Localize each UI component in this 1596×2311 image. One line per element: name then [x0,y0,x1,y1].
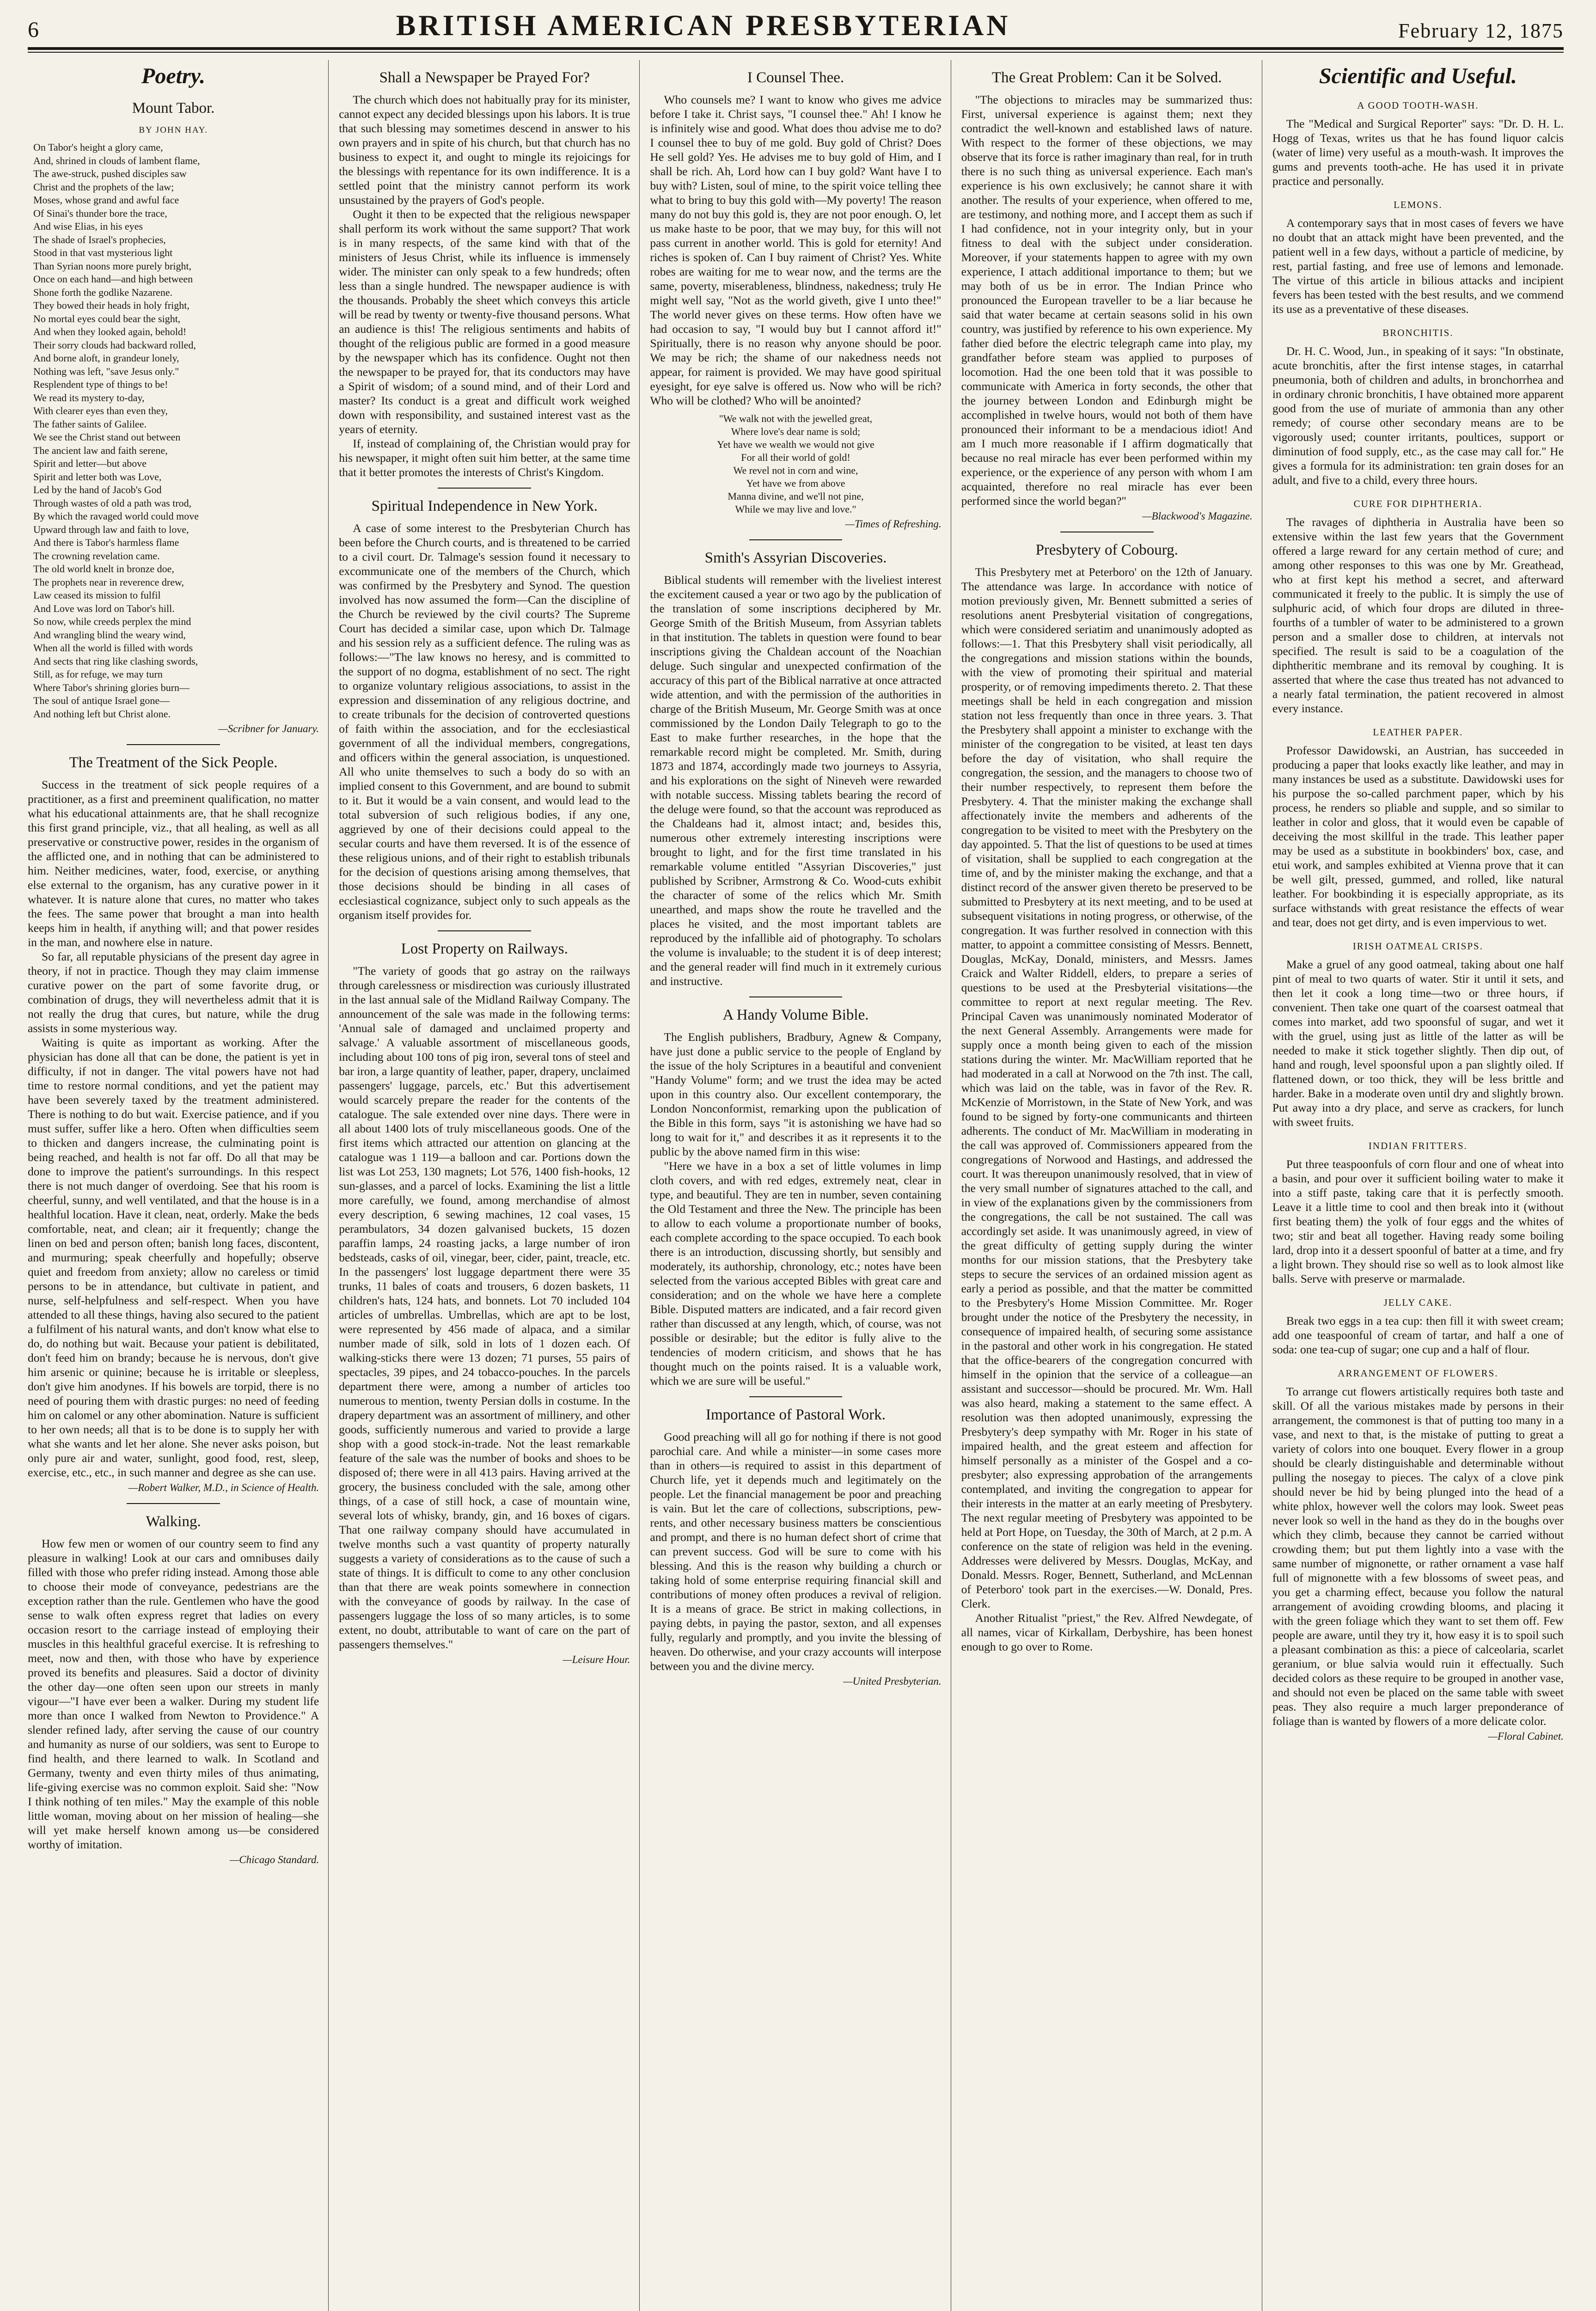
paragraph: To arrange cut flowers artistically requires both taste and skill. Of all the various mistakes made by persons in their arrangement, the commonest is that of putting too many in a vase, and next to that, is the mistake of putting to great a variety of colors into one bouquet. Every flower in a group should be clearly distinguishable and determinable without pulling the nosegay to pieces. The calyx of a clove pink should never be hid by being plunged into the head of a white phlox, however well the colors may look. Sweet peas never look so well in the hand as they do in the boughs over which they climb, because they cannot be carried without crowding them; but put them lightly into a vase with the same number of mignonette, or rather ornament a vase half full of mignonette with a few blossoms of sweet peas, and you get a charming effect, because you follow the natural arrangement of avoiding crowding blooms, and placing it with the green foliage which they want to set them off. Few people are aware, until they try it, how easy it is to spoil such a pleasant combination as this: a piece of calceolaria, scarlet geranium, or blue salvia would ruin it effectually. Such decided colors as these require to be grouped in another vase, and should not even be placed on the same table with sweet peas. They also require a much larger preponderance of foliage than is wanted by flowers of a more delicate color. [1272,1385,1564,1728]
divider [127,744,220,745]
article-credit: —Times of Refreshing. [845,518,942,530]
article-title: Walking. [146,1513,201,1530]
poem-line: When all the world is filled with words [33,642,193,654]
paragraph: Waiting is quite as important as working. After the physician has done all that can be done, the patient is yet in difficulty, if not in danger. The vital powers have not had time to restore normal conditions, and yet the patient may have been severely taxed by the treatment administered. There is nothing to do but wait. Exercise patience, and if you must suffer, suffer like a hero. Often when difficulties seem to thicken and dangers increase, the culminating point is being reached, and health is not far off. Do all that may be done to improve the patient's surroundings. In this respect there is not much danger of overdoing. See that his room is cheerful, sunny, and well ventilated, and that the house is in a healthful location. Have it clean, neat, orderly. Make the beds comfortable, neat, and clean; air it frequently; change the linen on bed and person often; banish long faces, discontent, and murmuring; speak cheerfully and hopefully; observe quiet and freedom from anxiety; allow no careless or timid persons to be in attendance, but cultivate in patient, and nurse, self-helpfulness and self-respect. When you have attended to all these things, having also secured to the patient a fulfilment of his natural wants, and don't know what else to do, do nothing but wait. Because your patient is debilitated, don't feed him on brandy; because he is nervous, don't give him arsenic or quinine; because he is irritable or sleepless, don't give him anodynes. If his bowels are torpid, there is no need of pouring them with drastic purges: no need of feeding him on calomel or any other abomination. Nature is sufficient to her own needs; all that is to be done is to supply her with what she wants and let her alone. She never asks poison, but only pure air and water, sunlight, good food, rest, sleep, exercise, etc., etc., in such manner and degree as she can use. [28,1036,319,1479]
poem-line: Christ and the prophets of the law; [33,181,174,193]
paragraph: "Here we have in a box a set of little volumes in limp cloth covers, and with red edges, extremely neat, clear in type, and beautiful. They are ten in number, seven containing the Old Testament and three the New. The principle has been to allow to each volume a proportionate number of books, each complete according to the space occupied. To each book there is an introduction, discussing shortly, but sensibly and moderately, its authorship, chronology, etc.; notes have been selected from the various accepted Bibles with great care and consideration; and on the whole we have here a complete Bible. Disputed matters are indicated, and a fair record given rather than discussed at any length, which, of course, was not possible or desirable; but the editor is fully alive to the tendencies of modern criticism, and shows that he has thought much on the points raised. It is a valuable work, which we are sure will be useful." [650,1159,942,1388]
poem-line: By which the ravaged world could move [33,510,199,522]
poem-line: The ancient law and faith serene, [33,444,168,456]
article-body [650,1430,941,1673]
paragraph: Make a gruel of any good oatmeal, taking about one half pint of meal to two quarts of water. Stir it until it sets, and then let it cook a long time—two or three hours, if convenient. Then take one quart of the coarsest oatmeal that comes into market, add two spoonsful of sugar, and wet it with the gruel, using just as little of the latter as will be needed to make it stick together slightly. Then dip out, of hand and rough, level spoonsful upon a pan slightly oiled. If flattened down, or too thick, they will be less brittle and harder. Bake in a moderate oven until dry and slightly brown. Put away into a dry place, and serve as crackers, for lunch with sweet fruits. [1272,958,1564,1129]
masthead-rule-thin [28,52,1564,53]
poem-line: They bowed their heads in holy fright, [33,300,190,311]
verse-line: "We walk not with the jewelled great, [719,413,873,424]
article-body [650,573,941,988]
item-title: LEATHER PAPER. [1373,727,1463,738]
poem-line: And sects that ring like clashing swords, [33,655,198,667]
poem-line: Still, as for refuge, we may turn [33,668,163,680]
poem-line: Stood in that vast mysterious light [33,247,173,258]
paragraph: So far, all reputable physicians of the present day agree in theory, if not in practice. Though they may claim immense curative power on the part of some favorite drug, or combination of drugs, they will nevertheless admit that it is not really the drug that cures, but nature, while the drug assists in some mysterious way. [28,950,319,1035]
article-title: The Treatment of the Sick People. [69,754,278,771]
poem-line: No mortal eyes could bear the sight, [33,312,181,324]
paragraph: Who counsels me? I want to know who gives me advice before I take it. Christ says, "I counsel thee." Ah! I know he is infinitely wise and good. What does thou advise me to do? I counsel thee to buy of me gold. Buy gold of Christ? Does He sell gold? Yes. He advises me to buy gold of Him, and I shall be rich. Ah, Lord how can I buy gold? Want have I to buy with? Listen, soul of mine, to the spirit voice telling thee what to bring to buy this gold with—My poverty! The reason many do not buy this gold is, they are not poor enough. O, let us make haste to be poor, that we may buy, for this will not pass current in another world. This is gold for eternity! And riches is spoken of. Can I buy raiment of Christ? Yes. White robes are waiting for me to wear now, and the terms are the same, poverty, miserableness, blindness, nakedness; truly He might well say, "Not as the world giveth, give I unto thee!" The world never gives on these terms. How often have we had occasion to say, "I would buy but I cannot afford it!" Spiritually, there is no reason why anyone should be poor. We may be rich; the shame of our nakedness needs not appear, for raiment is provided. We may have good spiritual eyesight, for eye salve is offered us. Now who will be rich? Who will be clothed? Who will be anointed? [650,93,942,407]
paragraph: Dr. H. C. Wood, Jun., in speaking of it says: "In obstinate, acute bronchitis, after the first intense stages, in catarrhal pneumonia, both of children and adults, in bronchorrhea and in ordinary chronic bronchitis, I have obtained more apparent good from the use of muriate of ammonia than any other remedy; of course other secondary means are to be vigorously used; counter irritants, poultices, support or diminution of food supply, etc., as the case may call for." He gives a formula for its administration: ten grain doses for an adult, and five to a child, every three hours. [1272,344,1564,487]
paragraph: Good preaching will all go for nothing if there is not good parochial care. And while a minister—in some cases more than in others—is required to assist in this department of Church life, yet it depends much and legitimately on the people. Let the financial management be poor and preaching is vain. But let the care of collections, subscriptions, pew-rents, and other necessary business matters be conscientious and prompt, and there is no human defect short of crime that can prevent success. God will be sure to come with his blessing. And this is the reason why building a church or taking hold of some enterprise requiring financial skill and contributions of money often produces a revival of religion. It is a means of grace. Be strict in making collections, in paying debts, in paying the pastor, sexton, and all expenses fully, regularly and promptly, and you invite the blessing of heaven. Do otherwise, and your crazy accounts will interpose between you and the divine mercy. [650,1430,942,1673]
poem-line: And when they looked again, behold! [33,326,187,337]
poem-line: And, shrined in clouds of lambent flame, [33,154,200,166]
poem-line: And nothing left but Christ alone. [33,708,171,720]
article-body [339,521,630,922]
item-title: IRISH OATMEAL CRISPS. [1352,941,1483,952]
paragraph: Professor Dawidowski, an Austrian, has succeeded in producing a paper that looks exactly like leather, and may in many instances be used as a substitute. Dawidowski uses for his purpose the so-called parchment paper, which by his process, he renders so pliable and supple, and so similar to leather in color and gloss, that it would even be capable of deceiving the most skillful in the trade. This leather paper may be used as a substitute in bookbinders' box, case, and etui work, and samples exhibited at Vienna prove that it can be well gilt, pressed, gummed, and rolled, like natural leather. For bookbinding it is especially appropriate, as its surface withstands with great resistance the effects of wear and tear, does not get dirty, and is even impervious to wet. [1272,744,1564,929]
poem-author: BY JOHN HAY. [139,125,208,135]
item-title: ARRANGEMENT OF FLOWERS. [1338,1368,1498,1379]
paragraph: "The objections to miracles may be summarized thus: First, universal experience is against them; next they contradict the well-known and established laws of nature. With respect to the former of these objections, we may observe that its force is rather imaginary than real, for in truth there is no such thing as universal experience. Each man's experience is his own exclusively; he cannot share it with another. The results of your experience, when offered to me, are testimony, and nothing more, and I accept them as such if I had confidence, not in your integrity only, but in your fitness to deal with the subject under consideration. Moreover, if your statements happen to agree with my own experience, I attach additional importance to them; but we may both of us be in error. The Indian Prince who pronounced the European traveller to be a liar because he said that water became at certain seasons solid in his own country, was justified by reference to his own experience. My father died before the electric telegraph came into play, my grandfather before steam was applied to purposes of locomotion. Had the one been told that it was possible to communicate with America in forty seconds, the other that the journey between London and Edinburgh might be accomplished in twelve hours, would not both of them have pronounced their informant to be a mendacious idiot! And am I much more reasonable if I affirm dogmatically that because no real miracle has ever been performed within my experience, or the experience of any person with whom I am acquainted, therefore no real miracle has ever been performed since the world began?" [961,93,1253,507]
poem-line: Shone forth the godlike Nazarene. [33,286,173,298]
poem-line: Where Tabor's shrining glories burn— [33,681,190,693]
article-credit: —Floral Cabinet. [1488,1730,1564,1742]
paragraph: A case of some interest to the Presbyterian Church has been before the Church courts, and is threatened to be carried to a civil court. Dr. Talmage's session found it necessary to excommunicate one of the members of the Church, which was confirmed by the Presbytery and Synod. The question involved has now assumed the form—Can the discipline of the Church be reviewed by the civil courts? The Supreme Court has decided a similar case, upon which Dr. Talmage and his session rely as a sufficient defence. The ruling was as follows:—"The law knows no heresy, and is committed to the support of no dogma, establishment of no sect. The right to organize voluntary religious associations, to assist in the expression and dissemination of any religious doctrine, and to create tribunals for the decision of controverted questions of faith within the association, and for the ecclesiastical government of all the individual members, congregations, and officers within the general association, is unquestioned. All who unite themselves to such a body do so with an implied consent to this Government, and are bound to submit to it. But it would be a vain consent, and would lead to the total subversion of such religious bodies, if any one, aggrieved by one of their decisions could appeal to the secular courts and have them reversed. It is of the essence of these religious unions, and of their right to establish tribunals for the decision of questions arising among themselves, that those decisions should be binding in all cases of ecclesiastical cognizance, subject only to such appeals as the organism itself provides for. [339,521,630,922]
verse-line: We revel not in corn and wine, [733,465,858,476]
poem-line: On Tabor's height a glory came, [33,141,163,153]
paragraph: A contemporary says that in most cases of fevers we have no doubt that an attack might have been prevented, and the patient well in a few days, without a particle of medicine, by rest, partial fasting, and free use of lemons and lemonade. The virtue of this article in bilious attacks and incipient fevers has been tested with the best results, and we commend its use as a preventative of these diseases. [1272,216,1564,316]
poem-title: Mount Tabor. [132,100,215,116]
poem-body [28,141,319,721]
issue-date: February 12, 1875 [1398,19,1564,42]
paragraph: Success in the treatment of sick people requires of a practitioner, as a first and preeminent qualification, no matter what his educational attainments are, that he shall recognize this first grand principle, viz., that all healing, as well as all preservative or constructive power, resides in the organism of the afflicted one, and in nothing that can be administered to him. Neither medicines, water, food, exercise, or anything else external to the organism, has any curative power in it whatever. It is nature alone that cures, no matter who takes the fees. The same power that brought a man into health keeps him in health, if anything will; and that power resides in the man, and nowhere else in nature. [28,778,319,949]
poem-line: The soul of antique Israel gone— [33,695,170,706]
divider [127,1503,220,1504]
poem-line: Once on each hand—and high between [33,273,193,285]
poem-line: Spirit and letter both was Love, [33,471,162,483]
article-credit: —United Presbyterian. [843,1675,942,1687]
poem-line: So now, while creeds perplex the mind [33,616,191,627]
poem-line: Resplendent type of things to be! [33,379,168,390]
poem-line: The awe-struck, pushed disciples saw [33,168,187,179]
article-body [650,92,941,408]
divider [749,1396,843,1397]
paragraph: Ought it then to be expected that the religious newspaper shall perform its work without the same support? That work is in many respects, of the same kind with that of the ministers of Jesus Christ, while its influence is immensely wider. The minister can only speak to a few hundreds; often less than a single hundred. The newspaper audience is with the thousands. Probably the sheet which conveys this article will be read by twenty or twenty-five thousand persons. What an audience is this! The religious sentiments and habits of thought of the religious public are formed in a good measure by the newspaper which has its confidence. Ought not then the newspaper to be prayed for, that its conductors may have a Spirit of wisdom; of a sound mind, and of their Lord and master? Its conduct is a great and difficult work weighed down with responsibility, and sustained interest vast as the years of eternity. [339,208,630,436]
poem-line: The shade of Israel's prophecies, [33,233,166,245]
poem-line: Spirit and letter—but above [33,458,147,469]
poem-line: Led by the hand of Jacob's God [33,484,162,495]
paragraph: Another Ritualist "priest," the Rev. Alfred Newdegate, of all names, vicar of Kirkallam, Derbyshire, has been honest enough to go over to Rome. [961,1611,1253,1653]
scientific-items [1272,99,1564,1728]
item-title: CURE FOR DIPHTHERIA. [1353,498,1483,509]
verse-quote [650,412,941,516]
column-2 [339,60,640,2311]
item-title: JELLY CAKE. [1383,1297,1453,1308]
paragraph: Put three teaspoonfuls of corn flour and one of wheat into a basin, and pour over it sufficient boiling water to make it into a stiff paste, taking care that it is perfectly smooth. Leave it a little time to cool and then break into it (without first beating them) the yolk of four eggs and the whites of two; stir and beat all together. Having ready some boiling lard, drop into it a dessert spoonful of batter at a time, and fry a light brown. They should rise so well as to look almost like balls. Serve with preserve or marmalade. [1272,1157,1564,1285]
paragraph: The church which does not habitually pray for its minister, cannot expect any decided blessings upon his labors. It is true that such blessing may sometimes descend in answer to his own prayers and in spite of his church, but that church has no business to expect it, and ought to mingle its rejoicings for the blessings with repentance for its own indifference. It is a settled point that the ministry cannot perform its work unsustained by the prayers of God's people. [339,93,630,207]
newspaper-title: BRITISH AMERICAN PRESBYTERIAN [396,9,1011,42]
paragraph: Break two eggs in a tea cup: then fill it with sweet cream; add one teaspoonful of cream of tartar, and half a one of soda: one tea-cup of sugar; one cup and a half of flour. [1272,1314,1564,1356]
article-body [339,92,630,479]
poem-line: The crowning revelation came. [33,550,160,562]
poem-line: And Love was lord on Tabor's hill. [33,602,175,614]
poem-line: Nothing was left, "save Jesus only." [33,365,179,377]
item-title: INDIAN FRITTERS. [1368,1140,1468,1151]
poem-line: Of Sinai's thunder bore the trace, [33,207,167,219]
page-number: 6 [28,18,39,42]
divider [749,539,843,540]
poem-line: Moses, whose grand and awful face [33,194,179,206]
verse-line: Where love's dear name is sold; [731,426,861,437]
article-title: Presbytery of Cobourg. [1035,542,1178,558]
article-body [28,1536,319,1852]
column-3 [650,60,951,2311]
section-heading-poetry: Poetry. [141,64,206,88]
poem-line: We see the Christ stand out between [33,431,181,443]
paragraph: The English publishers, Bradbury, Agnew & Company, have just done a public service to the people of England by the issue of the holy Scriptures in a beautiful and convenient "Handy Volume" form; and we trust the idea may be acted upon in this country also. Our excellent contemporary, the London Nonconformist, remarking upon the publication of the Bible in this form, says "it is astonishing we have had so long to wait for it," and describes it as it represents it to the public by the above named firm in this wise: [650,1030,942,1158]
masthead [28,10,1564,43]
article-title: Spiritual Independence in New York. [371,498,598,514]
divider [438,930,531,931]
article-title: A Handy Volume Bible. [722,1007,869,1023]
poem-line: The prophets near in reverence drew, [33,576,184,588]
article-title: Lost Property on Railways. [401,941,568,957]
article-body [961,92,1253,508]
paragraph: "The variety of goods that go astray on the railways through carelessness or misdirection was curiously illustrated in the last annual sale of the Midland Railway Company. The announcement of the sale was made in the following terms: 'Annual sale of damaged and unclaimed property and salvage.' A valuable assortment of miscellaneous goods, including about 100 tons of pig iron, several tons of steel and bar iron, a large quantity of leather, paper, drapery, unclaimed passengers' luggage, parcels, etc.' But this advertisement would scarcely prepare the reader for the contents of the catalogue. The sale extended over nine days. There were in all about 1400 lots of truly miscellaneous goods. One of the first items which attracted our attention on glancing at the catalogue was 1 119—a balloon and car. Portions down the list was Lot 253, 130 magnets; Lot 576, 1400 fish-hooks, 12 sun-glasses, and a parcel of locks. Examining the list a little more carefully, we found, among merchandise of almost every description, 6 sewing machines, 12 coal vases, 15 perambulators, 34 dozen galvanised buckets, 15 dozen paraffin lamps, 24 roasting jacks, a large number of iron bedsteads, casks of oil, vinegar, beer, cider, paint, treacle, etc. In the passengers' lost luggage department there were 35 trunks, 11 bales of coats and trousers, 6 dozen baskets, 11 children's hats, 124 hats, and bonnets. Lot 70 included 104 articles of umbrellas. Umbrellas, which are apt to be lost, were represented by 456 made of alpaca, and a similar number made of silk, sold in lots of 1 dozen each. Of walking-sticks there were 13 dozen; 71 purses, 55 pairs of spectacles, 39 pipes, and 24 tobacco-pouches. In the parcels department there were, among a number of articles too numerous to mention, twenty Persian dolls in costume. In the drapery department was an assortment of millinery, and other goods, sufficiently numerous and varied to provide a large shop with a good stock-in-trade. Not the least remarkable feature of the sale was the number of books and shoes to be disposed of; there were in all 413 pairs. Having arrived at the grocery, the business concluded with the sale, among other things, of a case of still hock, a case of mountain wine, several lots of whisky, brandy, gin, and 16 boxes of cigars. That one railway company should have accumulated in twelve months such a vast quantity of property naturally suggests a variety of considerations as to the cause of such a state of things. It is difficult to come to any other conclusion than that there are weak points somewhere in connection with the conveyance of goods by railway. In the case of passengers luggage the loss of so many articles, is to some extent, no doubt, attributable to want of care on the part of passengers themselves." [339,964,630,1651]
column-5 [1272,60,1564,2311]
masthead-rule [28,47,1564,50]
article-credit: —Robert Walker, M.D., in Science of Health. [128,1482,319,1493]
column-4 [961,60,1262,2311]
verse-line: Yet have we from above [746,477,845,489]
verse-line: For all their world of gold! [741,452,850,463]
poem-line: Their sorry clouds had backward rolled, [33,339,196,351]
poem-line: And borne aloft, in grandeur lonely, [33,352,179,364]
article-body [339,964,630,1651]
paragraph: This Presbytery met at Peterboro' on the 12th of January. The attendance was large. In accordance with notice of motion previously given, Mr. Bennett submitted a series of resolutions anent Presbyterial visitation of congregations, which were considered seriatim and unanimously adopted as follows:—1. That this Presbytery shall visit periodically, all the congregations and mission stations within the bounds, with the view of promoting their spiritual and material prosperity, or of removing impediments thereto. 2. That these meetings shall be held in each congregation and mission station not less frequently than once in three years. 3. That the Presbytery shall appoint a minister to exchange with the minister of the congregation to be visited, at least ten days before the day of visitation, who shall require the congregation, the session, and the managers to choose two of their number respectively, to represent them before the Presbytery. 4. That the minister making the exchange shall affectionately invite the members and adherents of the congregation to be visited to meet with the Presbytery on the day appointed. 5. That the list of questions to be used at times of visitation, shall be supplied to each congregation at the time of, and by the minister making the exchange, and that a distinct record of the answer given thereto be preserved to be submitted to Presbytery at its next meeting, and to be used at subsequent visitations in noting progress, or otherwise, of the congregation. It was further resolved in connection with this matter, to appoint a committee consisting of Messrs. Bennett, Douglas, McKay, Donald, ministers, and Messrs. James Craick and Walter Riddell, elders, to prepare a series of questions to be used at the Presbyterial visitations—the committee to report at next regular meeting. The Rev. Principal Caven was unanimously nominated Moderator of the next General Assembly. Arrangements were made for supply once a month being given to each of the mission stations during the winter. Mr. MacWilliam reported that he had moderated in a call at Norwood on the 7th inst. The call, which was laid on the table, was in favor of the Rev. R. McKenzie of Morristown, in the State of New York, and was found to be signed by forty-one communicants and thirteen adherents. The conduct of Mr. MacWilliam in moderating in the call was approved of. Commissioners appeared from the congregations of Norwood and Hastings, and addressed the court. It was thereupon unanimously resolved, that in view of the very small number of signatures attached to the call, and in view of the explanations given by the commissioners from the congregations, the call be not sustained. The call was accordingly set aside. It was unanimously agreed, in view of the great difficulty of getting supply during the winter months for our mission stations, that the Presbytery take steps to secure the services of an ordained mission agent as early a period as possible, and that the matter be committed to the Presbytery's Home Mission Committee. Mr. Roger brought under the notice of the Presbytery the necessity, in consequence of impaired health, of securing some assistance in the pastoral and other work in his congregation. He stated that the office-bearers of the congregation concurred with himself in the opinion that the service of a colleague—an assistant and successor—should be procured. Mr. Wm. Hall was also heard, making a statement to the same effect. A resolution was then adopted unanimously, expressing the Presbytery's deep sympathy with Mr. Roger in his state of impaired health, and the great esteem and affection for himself personally as a minister of the Gospel and a co-presbyter; also expressing approbation of the arrangements contemplated, and inviting the congregation to appear for their interests in the matter at an early meeting of Presbytery. The next regular meeting of Presbytery was appointed to be held at Port Hope, on Tuesday, the 30th of March, at 2 p.m. A conference on the state of religion was held in the evening. Addresses were delivered by Messrs. Douglas, McKay, and Donald. Messrs. Roger, Bennett, Sutherland, and McLennan of Peterboro' took part in the exercises.—W. Donald, Pres. Clerk. [961,565,1253,1610]
article-body [650,1030,941,1388]
article-body [28,777,319,1480]
article-body [961,565,1253,1654]
article-title: Shall a Newspaper be Prayed For? [379,69,590,86]
verse-line: Yet have we wealth we would not give [717,439,874,450]
paragraph: The "Medical and Surgical Reporter" says: "Dr. D. H. L. Hogg of Texas, writes us that he has found liquor calcis (water of lime) very useful as a mouth-wash. It improves the gums and prevents tooth-ache. He has used it in private practice and personally. [1272,117,1564,188]
article-title: The Great Problem: Can it be Solved. [991,69,1222,86]
poem-line: Upward through law and faith to love, [33,523,189,535]
poem-line: We read its mystery to-day, [33,391,145,404]
article-credit: —Chicago Standard. [229,1854,319,1865]
article-credit: —Leisure Hour. [563,1654,630,1665]
poem-line: Through wastes of old a path was trod, [33,497,192,509]
poem-line: The old world knelt in bronze doe, [33,563,174,575]
poem-line: Law ceased its mission to fulfil [33,589,161,601]
columns [28,60,1564,2311]
paragraph: The ravages of diphtheria in Australia have been so extensive within the last few years that the Government offered a large reward for any certain method of cure; and among other responses to this was one by Mr. Greathead, who at first kept his method a secret, and afterward communicated it freely to the public. It is simply the use of sulphuric acid, of which four drops are diluted in three-fourths of a tumbler of water to be administered to a grown person and a smaller dose to children, at intervals not specified. The result is said to be a coagulation of the diphtheritic membrane and its removal by coughing. It is asserted that where the case thus treated has not advanced to a nearly fatal termination, the patient recovered in almost every instance. [1272,515,1564,715]
poem-credit: —Scribner for January. [218,723,319,734]
poem-line: Than Syrian noons more purely bright, [33,260,192,272]
article-title: Smith's Assyrian Discoveries. [704,550,887,566]
item-title: BRONCHITIS. [1382,327,1454,338]
item-title: LEMONS. [1394,199,1443,210]
verse-line: While we may live and love." [735,503,856,515]
divider [438,488,531,489]
paragraph: Biblical students will remember with the liveliest interest the excitement caused a year or two ago by the publication of the translation of some inscriptions deciphered by Mr. George Smith of the British Museum, from Assyrian tablets in that institution. The tablets in question were found to bear inscriptions giving the Chaldean account of the Noachian deluge. Such singular and unexpected confirmation of the accuracy of this part of the Biblical narrative at once attracted wide attention, and with the permission of the authorities in charge of the British Museum, Mr. George Smith was at once commissioned by the London Daily Telegraph to go to the East to make further researches, in the hope that the remarkable record might be completed. Mr. Smith, during 1873 and 1874, accordingly made two journeys to Assyria, and his explorations on the sight of Nineveh were rewarded with notable success. Missing tablets bearing the record of the deluge were found, so that the account was reproduced as the Chaldeans had it, almost intact; and, besides this, numerous other extremely interesting inscriptions were brought to light, and for the first time translated in his remarkable volume entitled "Assyrian Discoveries," just published by Scribner, Armstrong & Co. Wood-cuts exhibit the character of some of the relics which Mr. Smith unearthed, and maps show the route he travelled and the places he visited, and the most important tablets are reproduced by the infallible aid of photography. To scholars the volume is invaluable; to the student it is of deep interest; and the general reader will find much in it extremely curious and instructive. [650,573,942,988]
section-heading-scientific: Scientific and Useful. [1319,64,1517,88]
poem-line: With clearer eyes than even they, [33,405,168,416]
column-1 [28,60,329,2311]
paragraph: How few men or women of our country seem to find any pleasure in walking! Look at our cars and omnibuses daily filled with those who prefer riding instead. Among those able to choose their mode of conveyance, pedestrians are the exception rather than the rule. Gentlemen who have the good sense to walk often express regret that ladies on every occasion resort to the carriage instead of employing their muscles in this healthful graceful exercise. It is refreshing to meet, now and then, with those who have by experience proved its benefits and pleasures. Said a doctor of divinity the other day—one often seen upon our streets in manly vigour—"I have ever been a walker. During my student life more than once I walked from Newton to Providence." A slender refined lady, after serving the cause of our country and humanity as nurse of our soldiers, was sent to Europe to find health, and there learned to walk. In Scotland and Germany, twenty and even thirty miles of thus animating, life-giving exercise was no common exploit. Said she: "Now I think nothing of ten miles." May the example of this noble little woman, moving about on her mission of healing—she will yet make herself known among us—be considered worthy of imitation. [28,1537,319,1851]
poem-line: And there is Tabor's harmless flame [33,537,179,548]
item-title: A GOOD TOOTH-WASH. [1357,100,1479,111]
article-title: Importance of Pastoral Work. [706,1406,886,1423]
poem-line: The father saints of Galilee. [33,418,147,430]
poem-line: And wise Elias, in his eyes [33,220,143,232]
poem-line: And wrangling blind the weary wind, [33,629,186,641]
article-title: I Counsel Thee. [747,69,844,86]
paragraph: If, instead of complaining of, the Christian would pray for his newspaper, it might often suit him better, at the same time that it better promotes the interests of Christ's Kingdom. [339,437,630,479]
verse-line: Manna divine, and we'll not pine, [728,490,864,502]
article-credit: —Blackwood's Magazine. [1142,510,1253,522]
